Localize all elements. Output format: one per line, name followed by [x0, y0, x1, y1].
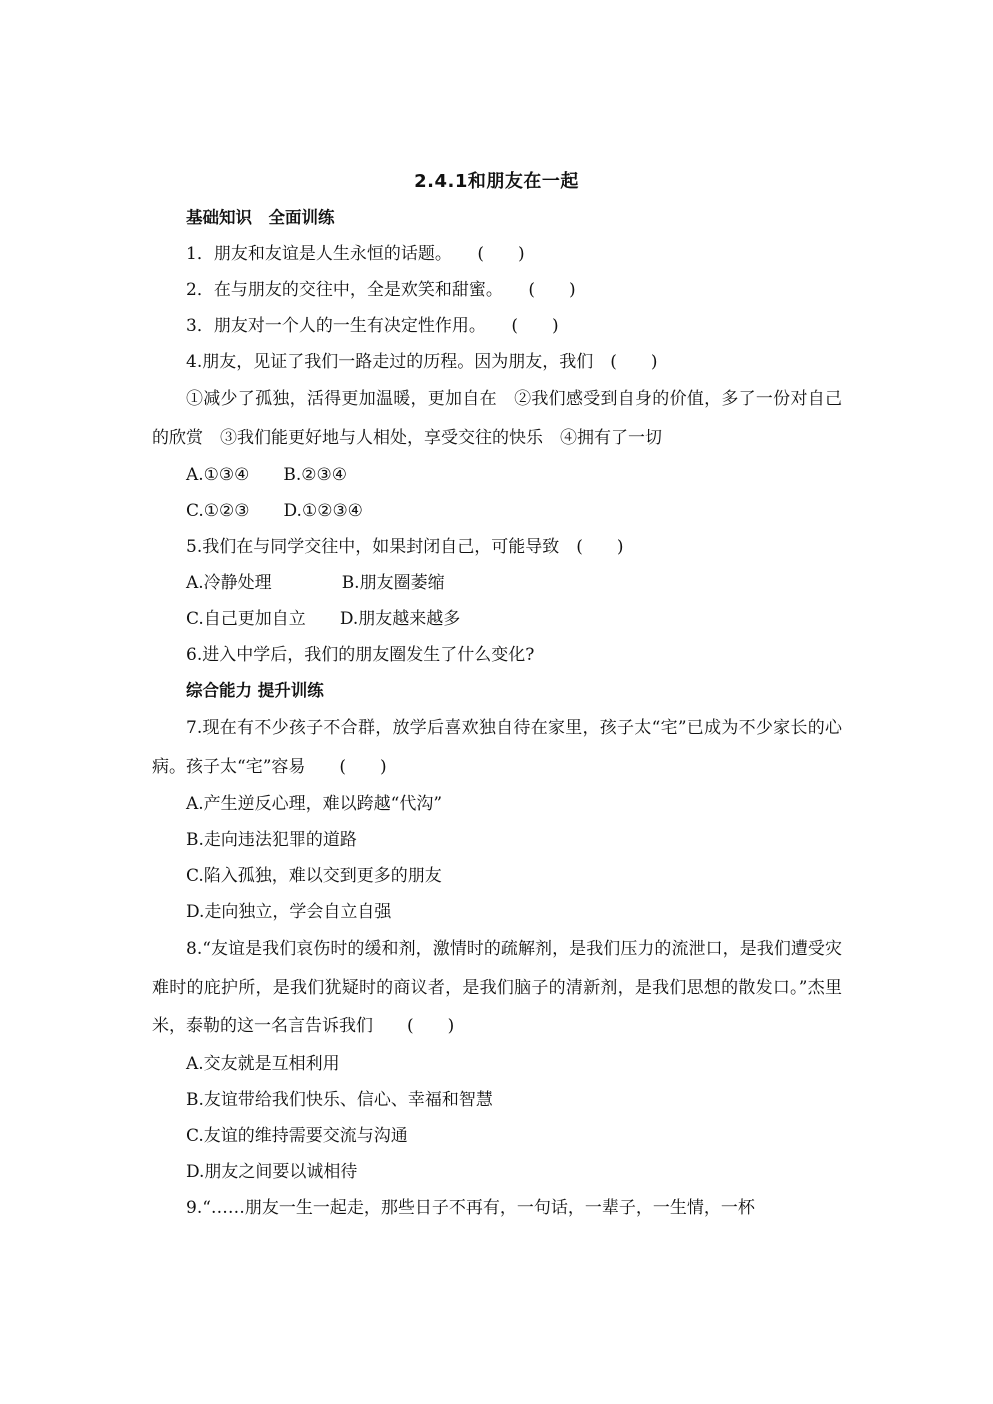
- question-8-option-d: D.朋友之间要以诚相待: [186, 1161, 358, 1182]
- question-5: 5.我们在与同学交往中，如果封闭自己，可能导致 ( ): [186, 537, 624, 557]
- option-d: D.①②③④: [283, 501, 363, 521]
- question-5-options-row-2: [152, 601, 842, 637]
- question-8-option-c: C.友谊的维持需要交流与沟通: [186, 1125, 408, 1146]
- question-4: 4.朋友，见证了我们一路走过的历程。因为朋友，我们 ( ): [186, 352, 658, 372]
- option-b: B.朋友圈萎缩: [341, 573, 445, 593]
- option-c: C.①②③: [186, 501, 250, 521]
- option-a: A.冷静处理: [186, 573, 272, 593]
- option-a: A.①③④: [186, 465, 250, 485]
- question-3: 3．朋友对一个人的一生有决定性作用。 ( ): [186, 316, 559, 336]
- document-body: [152, 200, 842, 1226]
- option-c: C.自己更加自立: [186, 609, 306, 629]
- question-7-option-c: C.陷入孤独，难以交到更多的朋友: [186, 866, 442, 886]
- question-4-options-row-2: [152, 493, 842, 529]
- question-9: 9.“……朋友一生一起走，那些日子不再有，一句话，一辈子，一生情，一杯: [186, 1197, 755, 1218]
- question-7-option-a: A.产生逆反心理，难以跨越“代沟”: [186, 794, 443, 814]
- question-8: 8.“友谊是我们哀伤时的缓和剂，激情时的疏解剂，是我们压力的流泄口，是我们遭受灾难时的庇护所，是我们犹疑时的商议者，是我们脑子的清新剂，是我们思想的散发口。”杰里米，泰勒的这一名言告诉我们 ( ): [152, 939, 842, 1036]
- option-b: B.②③④: [283, 465, 348, 485]
- option-d: D.朋友越来越多: [339, 609, 461, 629]
- question-7: 7.现在有不少孩子不合群，放学后喜欢独自待在家里，孩子太“宅”已成为不少家长的心病。孩子太“宅”容易 ( ): [152, 718, 842, 777]
- page-title: 2.4.1和朋友在一起: [414, 171, 579, 192]
- question-8-option-a: A.交友就是互相利用: [186, 1053, 340, 1074]
- section-heading-advanced: 综合能力 提升训练: [186, 681, 324, 700]
- section-heading-basic: 基础知识 全面训练: [186, 208, 335, 227]
- question-8-option-b: B.友谊带给我们快乐、信心、幸福和智慧: [186, 1089, 493, 1110]
- question-6: 6.进入中学后，我们的朋友圈发生了什么变化?: [186, 645, 535, 665]
- question-5-options-row-1: [152, 565, 842, 601]
- question-2: 2．在与朋友的交往中，全是欢笑和甜蜜。 ( ): [186, 280, 576, 300]
- question-7-option-b: B.走向违法犯罪的道路: [186, 830, 357, 850]
- question-4-options-row-1: [152, 457, 842, 493]
- question-1: 1．朋友和友谊是人生永恒的话题。 ( ): [186, 244, 525, 264]
- question-7-option-d: D.走向独立，学会自立自强: [186, 902, 392, 922]
- question-4-statements: ①减少了孤独，活得更加温暖，更加自在 ②我们感受到自身的价值，多了一份对自己的欣赏 ③我们能更好地与人相处，享受交往的快乐 ④拥有了一切: [152, 389, 842, 448]
